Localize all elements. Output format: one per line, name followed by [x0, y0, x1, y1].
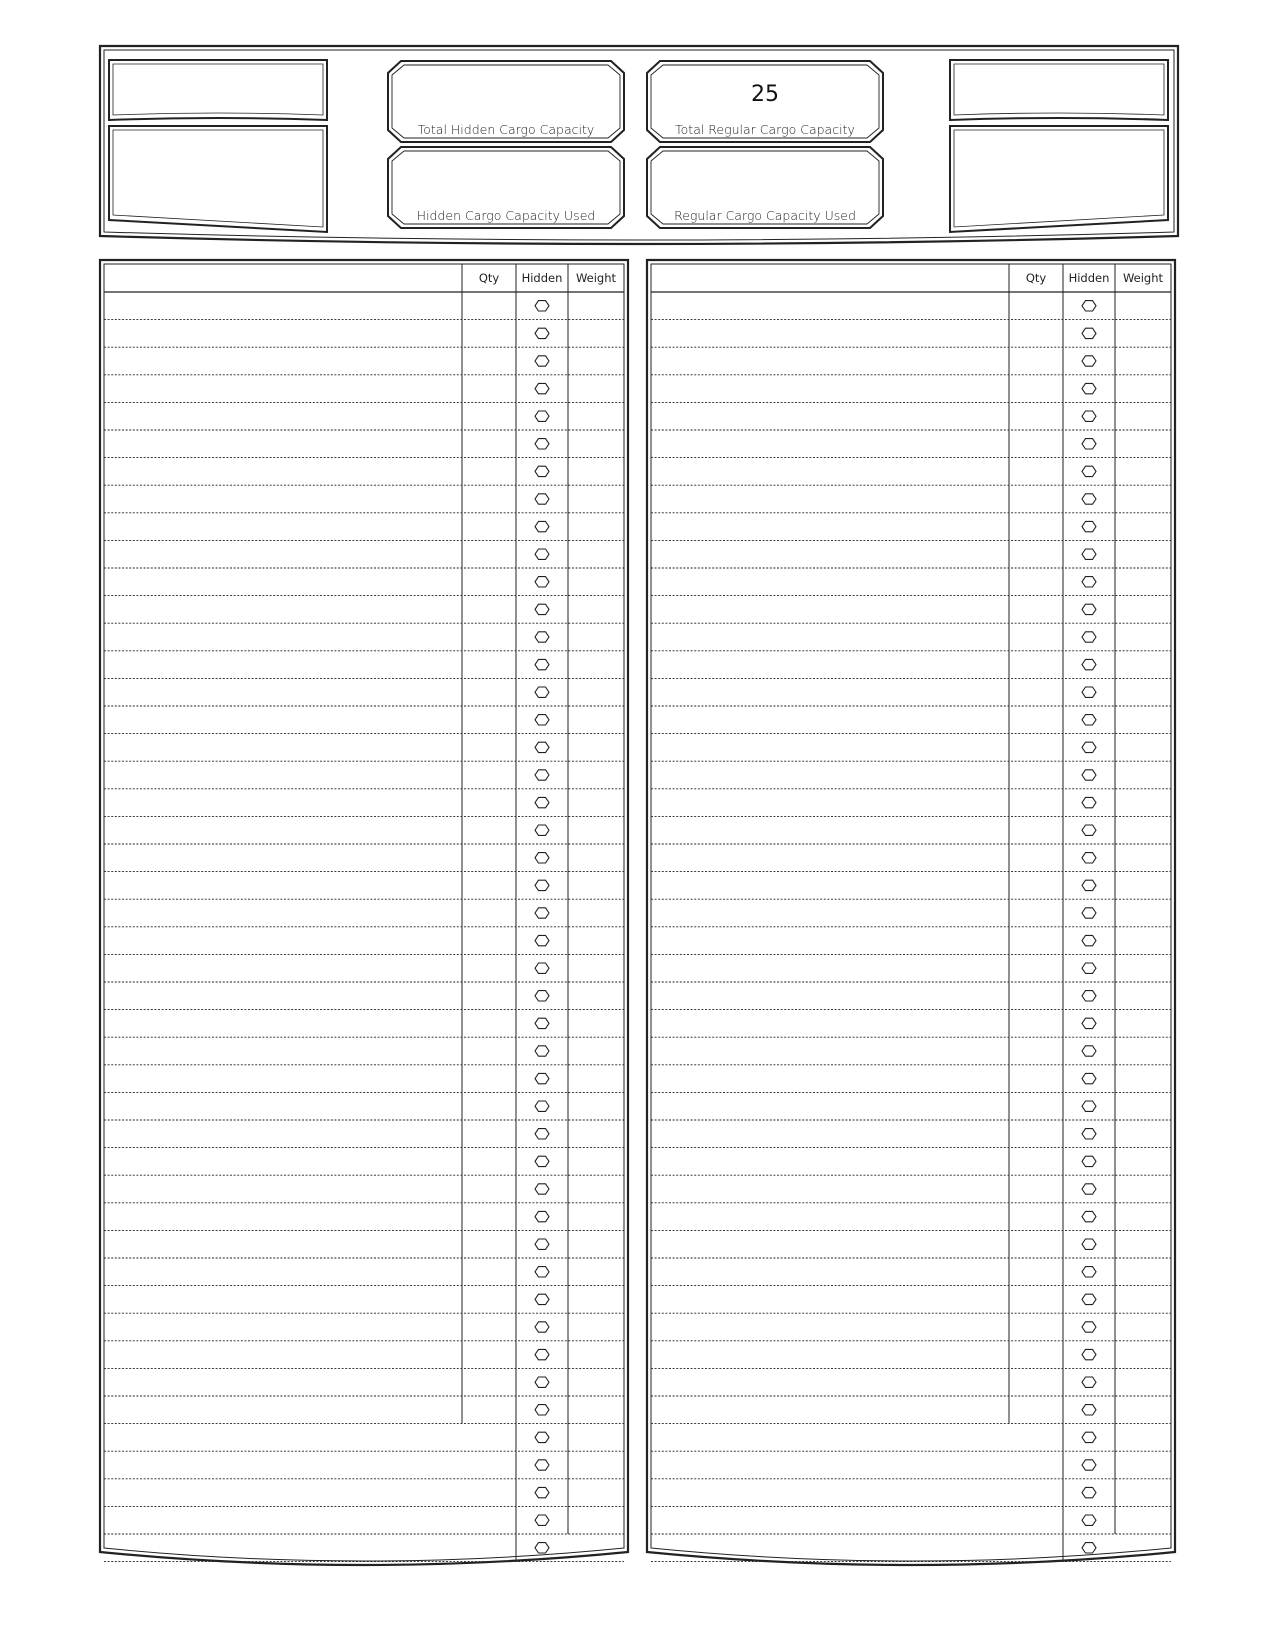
hidden-checkbox-left[interactable] [535, 1211, 549, 1221]
hidden-checkbox-left[interactable] [535, 549, 549, 559]
hidden-checkbox-left[interactable] [535, 1515, 549, 1525]
inventory-grid-right [651, 264, 1171, 1562]
hidden-checkbox-right[interactable] [1082, 1046, 1096, 1056]
hidden-checkbox-left[interactable] [535, 1322, 549, 1332]
hidden-checkbox-right[interactable] [1082, 770, 1096, 780]
hidden-checkbox-left[interactable] [535, 935, 549, 945]
hidden-checkbox-left[interactable] [535, 1018, 549, 1028]
hidden-checkbox-right[interactable] [1082, 439, 1096, 449]
hidden-checkbox-right[interactable] [1082, 1543, 1096, 1553]
hidden-checkbox-right[interactable] [1082, 356, 1096, 366]
hidden-checkbox-left[interactable] [535, 687, 549, 697]
col-header-weight-left: Weight [575, 271, 617, 285]
hidden-checkbox-left[interactable] [535, 1267, 549, 1277]
hidden-checkbox-right[interactable] [1082, 549, 1096, 559]
hidden-checkbox-right[interactable] [1082, 411, 1096, 421]
col-header-hidden-right: Hidden [1068, 271, 1110, 285]
regular-capacity-used-label: Regular Cargo Capacity Used [674, 208, 856, 223]
hidden-checkbox-right[interactable] [1082, 1294, 1096, 1304]
hidden-checkbox-left[interactable] [535, 1405, 549, 1415]
left-top-box [109, 60, 327, 120]
hidden-checkbox-right[interactable] [1082, 577, 1096, 587]
hidden-checkbox-right[interactable] [1082, 908, 1096, 918]
hidden-capacity-used-label: Hidden Cargo Capacity Used [416, 208, 596, 223]
hidden-checkbox-left[interactable] [535, 1184, 549, 1194]
hidden-checkbox-right[interactable] [1082, 1377, 1096, 1387]
right-top-box [950, 60, 1168, 120]
hidden-checkbox-right[interactable] [1082, 1018, 1096, 1028]
side-boxes [109, 60, 1168, 232]
hidden-checkbox-right[interactable] [1082, 604, 1096, 614]
hidden-checkbox-left[interactable] [535, 1239, 549, 1249]
hidden-checkbox-left[interactable] [535, 715, 549, 725]
hidden-checkbox-right[interactable] [1082, 1515, 1096, 1525]
hidden-checkbox-left[interactable] [535, 1294, 549, 1304]
hidden-checkbox-right[interactable] [1082, 880, 1096, 890]
hidden-checkbox-left[interactable] [535, 521, 549, 531]
hidden-checkbox-left[interactable] [535, 328, 549, 338]
hidden-checkbox-left[interactable] [535, 1349, 549, 1359]
hidden-checkbox-right[interactable] [1082, 687, 1096, 697]
hidden-checkbox-right[interactable] [1082, 742, 1096, 752]
hidden-checkbox-right[interactable] [1082, 797, 1096, 807]
hidden-checkbox-right[interactable] [1082, 825, 1096, 835]
hidden-checkbox-left[interactable] [535, 604, 549, 614]
total-regular-capacity-label: Total Regular Cargo Capacity [675, 122, 855, 137]
hidden-checkbox-left[interactable] [535, 577, 549, 587]
hidden-checkbox-left[interactable] [535, 1432, 549, 1442]
total-hidden-capacity-label: Total Hidden Cargo Capacity [417, 122, 595, 137]
hidden-checkbox-left[interactable] [535, 494, 549, 504]
hidden-checkbox-left[interactable] [535, 908, 549, 918]
hidden-checkbox-left[interactable] [535, 797, 549, 807]
hidden-checkbox-right[interactable] [1082, 632, 1096, 642]
hidden-checkbox-left[interactable] [535, 1377, 549, 1387]
left-bottom-box [109, 126, 327, 232]
hidden-checkbox-left[interactable] [535, 742, 549, 752]
hidden-checkbox-right[interactable] [1082, 1405, 1096, 1415]
hidden-checkbox-left[interactable] [535, 825, 549, 835]
hidden-checkbox-right[interactable] [1082, 1322, 1096, 1332]
hidden-checkbox-right[interactable] [1082, 935, 1096, 945]
hidden-checkbox-left[interactable] [535, 632, 549, 642]
hidden-checkbox-left[interactable] [535, 1046, 549, 1056]
hidden-checkbox-left[interactable] [535, 1073, 549, 1083]
hidden-checkbox-left[interactable] [535, 439, 549, 449]
hidden-checkbox-right[interactable] [1082, 328, 1096, 338]
col-header-hidden-left: Hidden [521, 271, 563, 285]
hidden-checkbox-right[interactable] [1082, 1101, 1096, 1111]
hidden-checkbox-left[interactable] [535, 1101, 549, 1111]
hidden-checkbox-right[interactable] [1082, 1211, 1096, 1221]
hidden-checkbox-right[interactable] [1082, 1156, 1096, 1166]
hidden-checkbox-right[interactable] [1082, 1487, 1096, 1497]
hidden-checkbox-left[interactable] [535, 1460, 549, 1470]
hidden-checkbox-right[interactable] [1082, 1267, 1096, 1277]
hidden-checkbox-right[interactable] [1082, 715, 1096, 725]
hidden-checkbox-left[interactable] [535, 1487, 549, 1497]
hidden-checkbox-right[interactable] [1082, 659, 1096, 669]
hidden-checkbox-right[interactable] [1082, 383, 1096, 393]
hidden-checkbox-left[interactable] [535, 659, 549, 669]
hidden-checkbox-right[interactable] [1082, 1349, 1096, 1359]
hidden-checkbox-left[interactable] [535, 383, 549, 393]
hidden-checkbox-left[interactable] [535, 356, 549, 366]
col-header-qty-left: Qty [478, 271, 500, 285]
hidden-checkbox-left[interactable] [535, 770, 549, 780]
hidden-checkbox-right[interactable] [1082, 1073, 1096, 1083]
col-header-weight-right: Weight [1122, 271, 1164, 285]
hidden-checkbox-left[interactable] [535, 1129, 549, 1139]
hidden-checkbox-right[interactable] [1082, 521, 1096, 531]
hidden-checkbox-left[interactable] [535, 1543, 549, 1553]
hidden-checkbox-right[interactable] [1082, 991, 1096, 1001]
hidden-checkbox-right[interactable] [1082, 853, 1096, 863]
hidden-checkbox-right[interactable] [1082, 1184, 1096, 1194]
right-bottom-box [950, 126, 1168, 232]
hidden-checkbox-left[interactable] [535, 853, 549, 863]
hidden-checkbox-right[interactable] [1082, 963, 1096, 973]
inventory-grid-left [104, 264, 624, 1562]
hidden-checkbox-left[interactable] [535, 1156, 549, 1166]
hidden-checkbox-left[interactable] [535, 411, 549, 421]
hidden-checkbox-right[interactable] [1082, 1129, 1096, 1139]
header-banner [100, 46, 1178, 244]
hidden-checkbox-right[interactable] [1082, 466, 1096, 476]
hidden-checkbox-right[interactable] [1082, 1432, 1096, 1442]
hidden-checkbox-right[interactable] [1082, 1239, 1096, 1249]
col-header-qty-right: Qty [1025, 271, 1047, 285]
hidden-checkbox-right[interactable] [1082, 494, 1096, 504]
hidden-checkbox-left[interactable] [535, 301, 549, 311]
hidden-checkbox-left[interactable] [535, 880, 549, 890]
hidden-checkbox-left[interactable] [535, 466, 549, 476]
hidden-checkbox-right[interactable] [1082, 301, 1096, 311]
hidden-checkbox-left[interactable] [535, 963, 549, 973]
hidden-checkbox-right[interactable] [1082, 1460, 1096, 1470]
total-regular-capacity-value[interactable]: 25 [751, 82, 779, 107]
hidden-checkbox-left[interactable] [535, 991, 549, 1001]
